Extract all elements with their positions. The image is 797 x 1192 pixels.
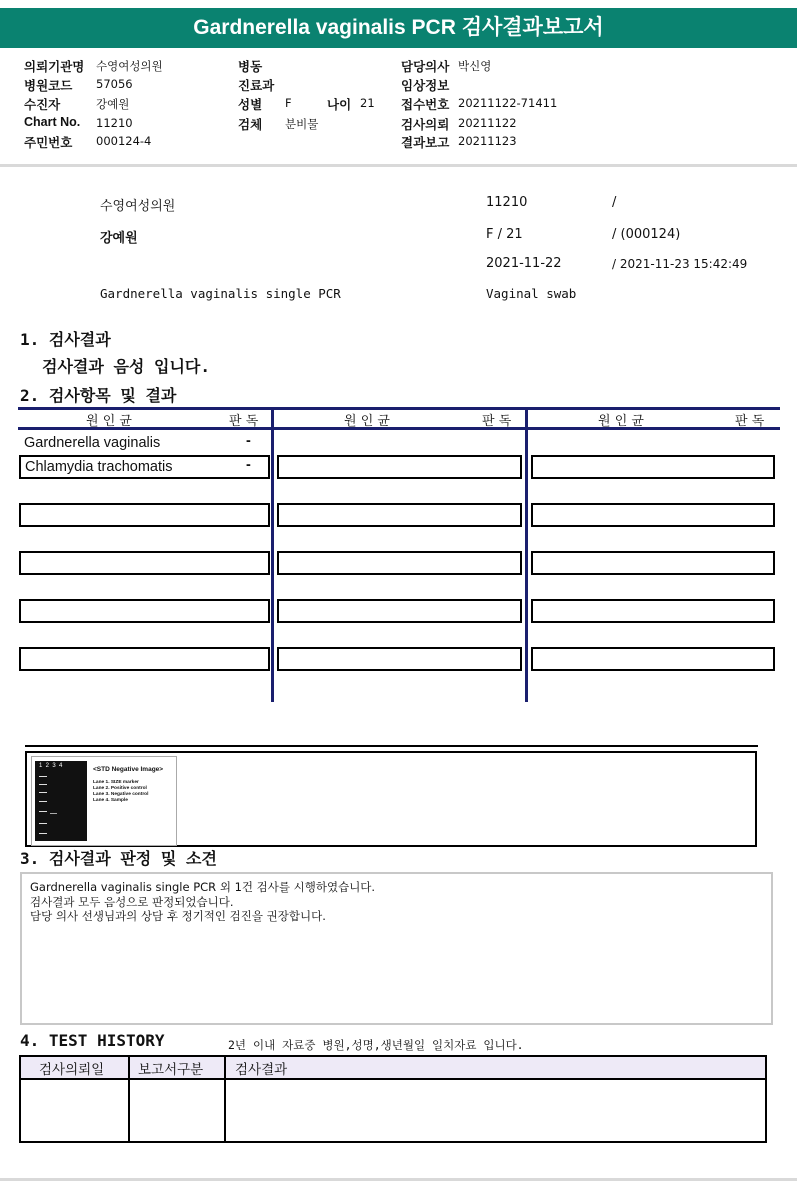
header-value-chart: 11210: [96, 116, 133, 130]
col-header-pathogen-2: 원 인 균: [344, 414, 390, 429]
info-report-datetime: / 2021-11-23 15:42:49: [612, 257, 748, 271]
info-slash: /: [612, 195, 617, 210]
image-panel-rule: [25, 745, 758, 747]
info-patient: 강예원: [100, 231, 138, 246]
header-value-specimen: 분비물: [285, 117, 319, 131]
table-top-rule: [18, 407, 780, 410]
gel-band: [39, 784, 47, 785]
col-header-pathogen-3: 원 인 균: [598, 414, 644, 429]
history-col-divider-1: [128, 1057, 130, 1141]
table-row-3-cell-3: [531, 503, 775, 527]
info-test-name: Gardnerella vaginalis single PCR: [100, 286, 341, 301]
section3-heading: 3. 검사결과 판정 및 소견: [20, 849, 217, 868]
footer-divider: [0, 1178, 797, 1181]
table-row-6-cell-3: [531, 647, 775, 671]
gel-band: [39, 776, 47, 777]
gel-band: [39, 801, 47, 802]
history-col-divider-2: [224, 1057, 226, 1141]
info-clinic: 수영여성의원: [100, 199, 176, 214]
history-col-result: 검사결과: [235, 1062, 288, 1078]
header-label-specimen: 검체: [238, 118, 263, 132]
header-value-clinic: 수영여성의원: [96, 59, 163, 73]
table-row-2-cell-3: [531, 455, 775, 479]
section1-result: 검사결과 음성 입니다.: [42, 357, 211, 376]
gel-image-panel: [25, 751, 757, 847]
report-title: Gardnerella vaginalis PCR 검사결과보고서: [0, 8, 797, 48]
gel-band: [39, 792, 47, 793]
table-row-4-cell-3: [531, 551, 775, 575]
header-label-hospital-code: 병원코드: [24, 79, 73, 93]
table-row-2-cell-2: [277, 455, 522, 479]
table-row-4-cell-1: [19, 551, 270, 575]
gel-band: [39, 811, 47, 812]
table-row-6-cell-1: [19, 647, 270, 671]
gel-lane-labels: 1 2 3 4: [39, 763, 63, 769]
opinion-line-3: 담당 의사 선생님과의 상담 후 정기적인 검진을 권장합니다.: [30, 909, 326, 923]
header-label-doctor: 담당의사: [401, 60, 450, 74]
info-id: / (000124): [612, 227, 681, 242]
history-col-request-date: 검사의뢰일: [39, 1062, 105, 1078]
info-request-date: 2021-11-22: [486, 256, 562, 271]
header-label-dept: 진료과: [238, 79, 275, 93]
gel-band: [39, 823, 47, 824]
table-col-divider-1: [271, 407, 274, 702]
header-divider: [0, 164, 797, 167]
opinion-text: [30, 880, 375, 924]
header-value-accession: 20211122-71411: [458, 96, 558, 110]
header-value-patient: 강예원: [96, 97, 130, 111]
gel-band: [39, 833, 47, 834]
history-table: [19, 1055, 767, 1143]
gel-legend: [93, 780, 148, 804]
header-label-accession: 접수번호: [401, 98, 450, 112]
table-row-1-result: -: [246, 433, 251, 449]
header-value-report-date: 20211123: [458, 134, 517, 148]
table-header-rule: [18, 427, 780, 430]
table-col-divider-2: [525, 407, 528, 702]
gel-image: [35, 761, 87, 841]
history-note: 2년 이내 자료중 병원,성명,생년월일 일치자료 입니다.: [228, 1038, 524, 1052]
gel-legend-line-1: Lane 1. SIZE marker: [93, 780, 139, 785]
table-row-2-cell-1: [19, 455, 270, 479]
opinion-line-1: Gardnerella vaginalis single PCR 외 1건 검사를 시행하였습니다.: [30, 880, 376, 894]
table-row-2-name: Chlamydia trachomatis: [25, 459, 173, 475]
table-row-4-cell-2: [277, 551, 522, 575]
section1-heading: 1. 검사결과: [20, 330, 111, 349]
col-header-pathogen-1: 원 인 균: [86, 414, 132, 429]
header-value-request-date: 20211122: [458, 116, 517, 130]
table-row-5-cell-2: [277, 599, 522, 623]
gel-legend-title: <STD Negative Image>: [93, 766, 164, 773]
gel-legend-line-2: Lane 2. Positive control: [93, 786, 147, 791]
header-label-ssn: 주민번호: [24, 136, 73, 150]
header-label-report-date: 결과보고: [401, 136, 450, 150]
table-row-5-cell-1: [19, 599, 270, 623]
header-value-sex: F: [285, 96, 292, 110]
gel-image-frame: [31, 756, 177, 846]
header-label-clinical-info: 임상정보: [401, 79, 450, 93]
header-value-age: 21: [360, 96, 375, 110]
opinion-line-2: 검사결과 모두 음성으로 판정되었습니다.: [30, 894, 234, 909]
header-label-patient: 수진자: [24, 98, 61, 112]
col-header-result-1: 판 독: [229, 414, 259, 429]
table-row-5-cell-3: [531, 599, 775, 623]
opinion-box: [20, 872, 773, 1025]
gel-band: [50, 813, 57, 814]
table-row-6-cell-2: [277, 647, 522, 671]
header-value-doctor: 박신영: [458, 59, 492, 73]
header-label-chart: Chart No.: [24, 115, 81, 129]
header-label-ward: 병동: [238, 60, 263, 74]
table-row-3-cell-1: [19, 503, 270, 527]
header-label-sex: 성별: [238, 98, 263, 112]
header-value-hospital-code: 57056: [96, 77, 133, 91]
info-specimen: Vaginal swab: [486, 286, 577, 301]
section2-heading: 2. 검사항목 및 결과: [20, 386, 177, 405]
table-row-2-result: -: [246, 457, 251, 473]
header-label-clinic: 의뢰기관명: [24, 60, 85, 74]
info-chart: 11210: [486, 195, 528, 210]
gel-legend-line-3: Lane 3. Negative control: [93, 792, 149, 797]
table-row-1-name: Gardnerella vaginalis: [24, 435, 161, 451]
header-value-ssn: 000124-4: [96, 134, 152, 148]
history-header-row: [21, 1057, 765, 1080]
col-header-result-3: 판 독: [735, 414, 765, 429]
table-row-3-cell-2: [277, 503, 522, 527]
info-sex-age: F / 21: [486, 227, 523, 242]
section4-heading: 4. TEST HISTORY: [20, 1031, 165, 1050]
history-col-report-type: 보고서구분: [138, 1062, 204, 1078]
header-label-age: 나이: [327, 98, 352, 112]
col-header-result-2: 판 독: [482, 414, 512, 429]
gel-legend-line-4: Lane 4. Sample: [93, 798, 128, 803]
header-label-request-date: 검사의뢰: [401, 118, 450, 132]
